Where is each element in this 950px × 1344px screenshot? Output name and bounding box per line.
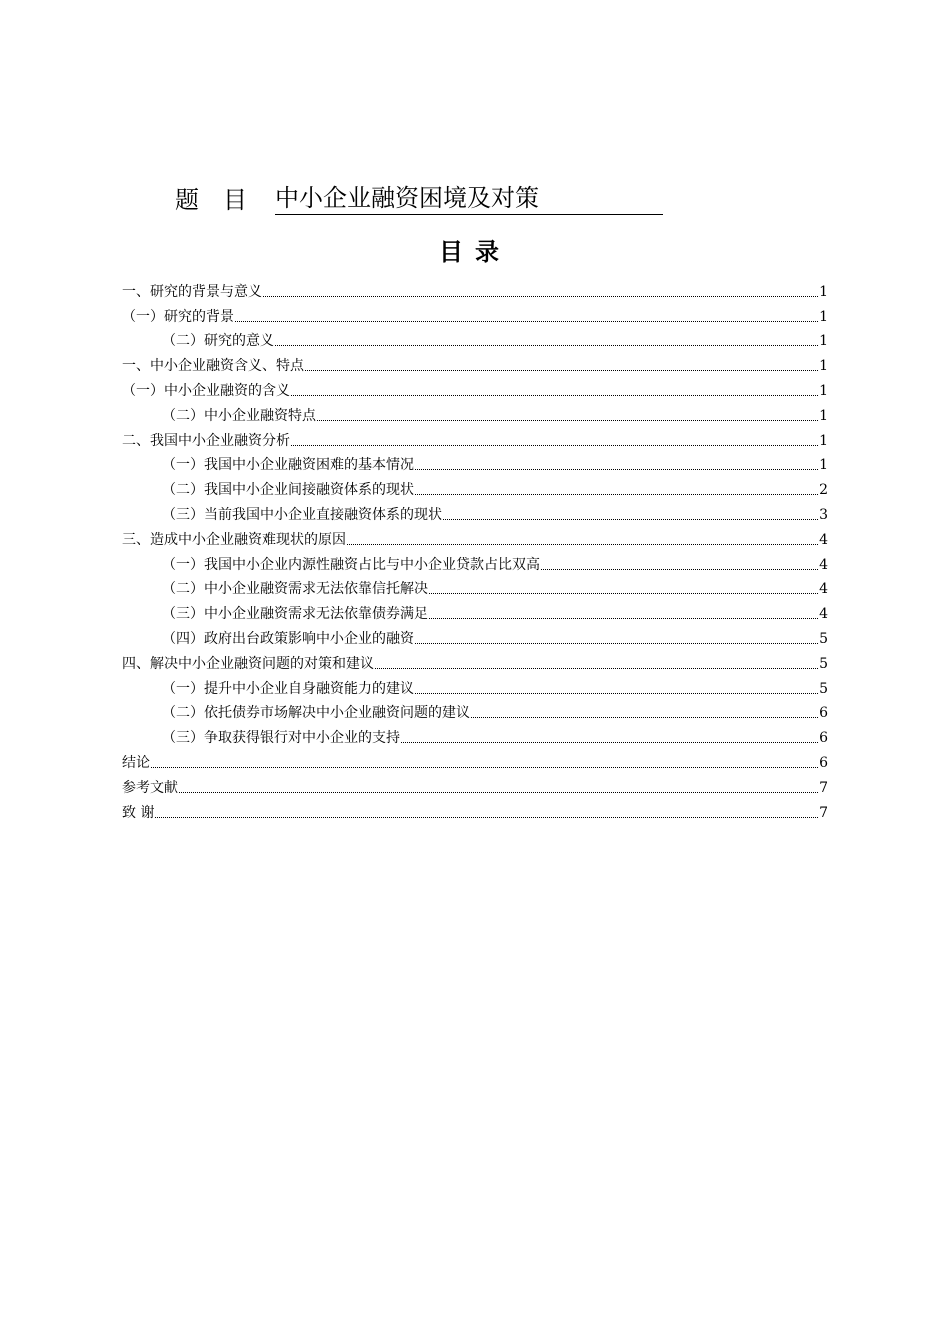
toc-entry[interactable] — [122, 623, 828, 648]
toc-entry-page: 6 — [819, 754, 828, 771]
toc-entry-page: 6 — [819, 705, 828, 722]
toc-dot-leader — [375, 668, 818, 669]
toc-dot-leader — [401, 742, 818, 743]
toc-dot-leader — [275, 345, 818, 346]
toc-entry[interactable] — [122, 574, 828, 599]
toc-entry[interactable] — [122, 375, 828, 400]
toc-entry[interactable] — [122, 797, 828, 822]
toc-entry-page: 1 — [819, 358, 828, 375]
toc-entry-title: 一、研究的背景与意义 — [122, 283, 262, 300]
toc-dot-leader — [291, 395, 818, 396]
subject-line — [175, 183, 663, 215]
toc-entry-page: 5 — [819, 680, 828, 697]
toc-entry-page: 5 — [819, 630, 828, 647]
toc-entry-page: 4 — [819, 556, 828, 573]
toc-entry-title: 四、解决中小企业融资问题的对策和建议 — [122, 655, 374, 672]
toc-entry[interactable] — [122, 474, 828, 499]
toc-entry[interactable] — [122, 673, 828, 698]
toc-dot-leader — [415, 494, 818, 495]
toc-entry-title: 三、造成中小企业融资难现状的原因 — [122, 531, 346, 548]
toc-entry-title: （一）我国中小企业内源性融资占比与中小企业贷款占比双高 — [162, 556, 540, 573]
toc-entry-title: （三）中小企业融资需求无法依靠债券满足 — [162, 606, 428, 623]
toc-entry-title: （三）争取获得银行对中小企业的支持 — [162, 730, 400, 747]
toc-entry[interactable] — [122, 722, 828, 747]
toc-dot-leader — [347, 544, 818, 545]
toc-dot-leader — [151, 767, 818, 768]
toc-dot-leader — [471, 717, 818, 718]
toc-entry[interactable] — [122, 747, 828, 772]
toc-entry-title: （一）提升中小企业自身融资能力的建议 — [162, 680, 414, 697]
toc-entry-title: （一）研究的背景 — [122, 308, 234, 325]
toc-entry-title: （一）我国中小企业融资困难的基本情况 — [162, 457, 414, 474]
toc-entry-title: （二）中小企业融资需求无法依靠信托解决 — [162, 581, 428, 598]
toc-entry-page: 5 — [819, 655, 828, 672]
toc-entry-page: 1 — [819, 308, 828, 325]
toc-entry[interactable] — [122, 772, 828, 797]
toc-entry-title: 参考文献 — [122, 779, 178, 796]
toc-entry-title: 一、中小企业融资含义、特点 — [122, 358, 304, 375]
table-of-contents — [122, 276, 828, 822]
toc-entry[interactable] — [122, 326, 828, 351]
toc-entry-page: 4 — [819, 581, 828, 598]
toc-dot-leader — [179, 792, 818, 793]
toc-entry-page: 1 — [819, 283, 828, 300]
toc-entry-title: （三）当前我国中小企业直接融资体系的现状 — [162, 506, 442, 523]
toc-dot-leader — [263, 296, 818, 297]
toc-heading: 目录 — [439, 237, 511, 266]
toc-entry-title: 二、我国中小企业融资分析 — [122, 432, 290, 449]
toc-entry-page: 7 — [819, 804, 828, 821]
toc-dot-leader — [305, 370, 818, 371]
toc-dot-leader — [443, 519, 818, 520]
toc-entry-title: （二）中小企业融资特点 — [162, 407, 316, 424]
toc-dot-leader — [415, 643, 818, 644]
toc-entry-page: 1 — [819, 457, 828, 474]
toc-entry-page: 1 — [819, 432, 828, 449]
toc-entry[interactable] — [122, 276, 828, 301]
toc-entry-page: 1 — [819, 382, 828, 399]
toc-entry-title: 结论 — [122, 754, 150, 771]
toc-entry[interactable] — [122, 450, 828, 475]
toc-entry[interactable] — [122, 549, 828, 574]
toc-entry-title: 致 谢 — [122, 804, 155, 821]
toc-entry[interactable] — [122, 350, 828, 375]
toc-entry-title: （二）研究的意义 — [162, 333, 274, 350]
toc-entry[interactable] — [122, 524, 828, 549]
toc-entry-page: 3 — [819, 506, 828, 523]
toc-entry-page: 7 — [819, 779, 828, 796]
toc-dot-leader — [155, 817, 818, 818]
toc-dot-leader — [415, 469, 818, 470]
toc-dot-leader — [235, 321, 818, 322]
toc-entry[interactable] — [122, 499, 828, 524]
toc-dot-leader — [291, 445, 818, 446]
toc-entry-page: 1 — [819, 333, 828, 350]
toc-dot-leader — [429, 618, 818, 619]
toc-entry-page: 2 — [819, 482, 828, 499]
toc-entry-page: 4 — [819, 606, 828, 623]
toc-entry[interactable] — [122, 598, 828, 623]
subject-label: 题目 — [175, 186, 271, 214]
toc-dot-leader — [415, 693, 818, 694]
toc-dot-leader — [317, 420, 818, 421]
toc-entry[interactable] — [122, 698, 828, 723]
toc-entry-title: （二）我国中小企业间接融资体系的现状 — [162, 482, 414, 499]
toc-entry[interactable] — [122, 648, 828, 673]
toc-entry-page: 6 — [819, 730, 828, 747]
toc-entry-title: （二）依托债券市场解决中小企业融资问题的建议 — [162, 705, 470, 722]
toc-entry-page: 4 — [819, 531, 828, 548]
toc-dot-leader — [541, 569, 818, 570]
toc-entry[interactable] — [122, 301, 828, 326]
toc-entry-title: （四）政府出台政策影响中小企业的融资 — [162, 630, 414, 647]
subject-title: 中小企业融资困境及对策 — [275, 178, 663, 215]
toc-entry-page: 1 — [819, 407, 828, 424]
toc-dot-leader — [429, 593, 818, 594]
toc-entry[interactable] — [122, 400, 828, 425]
toc-entry[interactable] — [122, 425, 828, 450]
toc-entry-title: （一）中小企业融资的含义 — [122, 382, 290, 399]
